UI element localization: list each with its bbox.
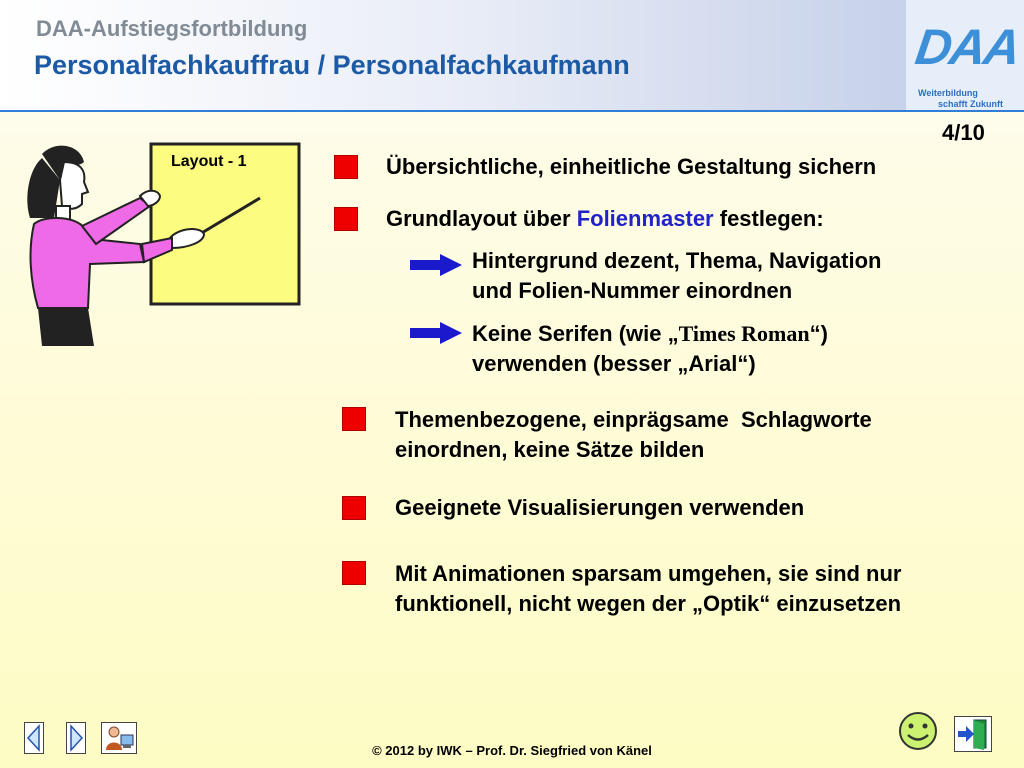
footer-copyright: © 2012 by IWK – Prof. Dr. Siegfried von Känel	[372, 743, 652, 758]
bullet-icon	[334, 207, 358, 231]
bullet-text-2: Grundlayout über Folienmaster festlegen:	[386, 206, 824, 231]
bullet-icon	[342, 407, 366, 431]
sub-item-2: Keine Serifen (wie „Times Roman“) verwenden (besser „Arial“)	[472, 321, 828, 376]
bullet-icon	[342, 496, 366, 520]
bullet-icon	[334, 155, 358, 179]
sub-item-1: Hintergrund dezent, Thema, Navigation und Folien-Nummer einordnen	[472, 248, 882, 303]
presenter-illustration	[20, 140, 310, 350]
logo-tagline-1: Weiterbildung	[918, 88, 978, 98]
page-number: 4/10	[942, 120, 985, 145]
bullet-text-1: Übersichtliche, einheitliche Gestaltung sichern	[386, 154, 877, 179]
slide-title: Personalfachkauffrau / Personalfachkaufmann	[34, 50, 630, 80]
bullet-text-5: Mit Animationen sparsam umgehen, sie sind nur funktionell, nicht wegen der „Optik“ einzusetzen	[395, 561, 902, 616]
times-roman-sample: Times Roman	[678, 321, 810, 346]
header-divider	[0, 110, 1024, 112]
slide-subtitle: DAA-Aufstiegsfortbildung	[36, 16, 308, 41]
folienmaster-highlight: Folienmaster	[576, 206, 714, 231]
daa-logo	[906, 0, 1024, 110]
arrow-right-icon	[410, 254, 462, 276]
logo-tagline-2: schafft Zukunft	[938, 99, 1003, 109]
bullet-text-3: Themenbezogene, einprägsame Schlagworte einordnen, keine Sätze bilden	[395, 407, 872, 462]
bullet-icon	[342, 561, 366, 585]
sign-label: Layout - 1	[171, 153, 247, 170]
arrow-right-icon	[410, 322, 462, 344]
bullet-text-4: Geeignete Visualisierungen verwenden	[395, 495, 805, 520]
logo-letters: DAA	[912, 19, 1023, 75]
